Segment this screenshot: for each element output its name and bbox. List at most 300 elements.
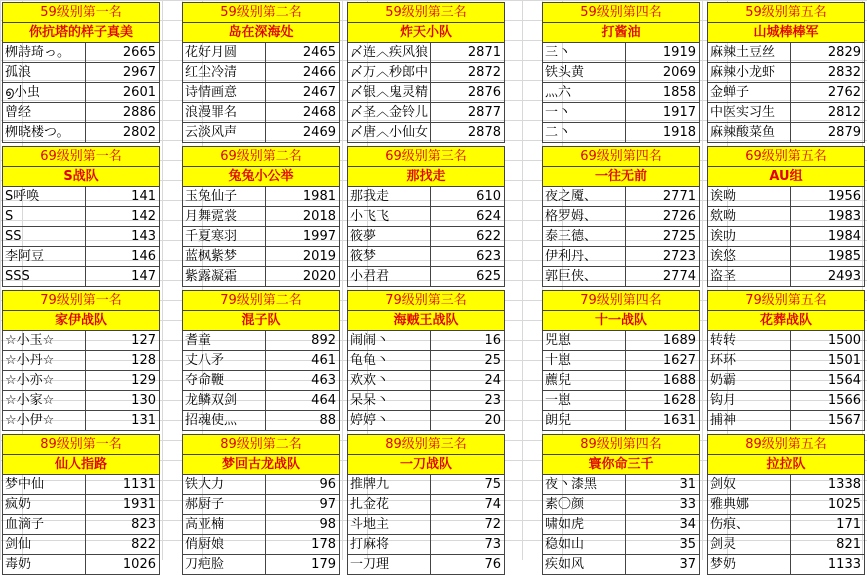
player-name-cell[interactable]: 雅典娜 [708,495,791,514]
player-name-cell[interactable]: 盗圣 [708,267,791,286]
player-name-cell[interactable]: S [3,207,86,226]
player-name-cell[interactable]: 夜之魇、 [543,187,626,206]
level-rank-header[interactable]: 59级别第五名 [707,2,865,22]
player-name-cell[interactable]: 格罗姆、 [543,207,626,226]
player-row [707,371,865,391]
gridline [522,0,523,560]
player-row [182,207,340,227]
player-name-cell[interactable]: 闹闹丶 [348,331,431,350]
player-row [542,475,700,495]
player-row [2,331,160,351]
player-name-cell[interactable]: 曾经 [3,103,86,122]
player-score-cell[interactable]: 35 [679,537,696,552]
player-name-cell[interactable]: 郝厨子 [183,495,266,514]
level-rank-header[interactable]: 89级别第一名 [2,434,160,454]
player-name-cell[interactable]: ☆小伊☆ [3,411,86,430]
player-name-cell[interactable]: ൭小虫 [3,83,86,102]
player-row [182,227,340,247]
player-score-cell[interactable]: 2771 [662,189,696,204]
player-name-cell[interactable]: 栁晓楼つ。 [3,123,86,142]
player-score-cell[interactable]: 141 [131,189,156,204]
player-name-cell[interactable]: 麻辣土豆丝 [708,43,791,62]
player-row [542,535,700,555]
player-name-cell[interactable]: 伤痕、 [708,515,791,534]
level-rank-header[interactable]: 69级别第五名 [707,146,865,166]
player-name-cell[interactable]: 婷婷丶 [348,411,431,430]
player-name-cell[interactable]: 啸如虎 [543,515,626,534]
player-score-cell[interactable]: 1026 [122,557,156,572]
level-rank-header[interactable]: 89级别第三名 [347,434,505,454]
player-score-cell[interactable]: 127 [131,333,156,348]
player-score-cell[interactable]: 2019 [302,249,336,264]
player-name-cell[interactable]: 〆唐︿小仙女 [348,123,431,142]
player-row [2,475,160,495]
player-score-cell[interactable]: 2665 [122,45,156,60]
player-name-cell[interactable]: SSS [3,267,86,286]
player-score-cell[interactable]: 1984 [827,229,861,244]
player-row [347,475,505,495]
player-score-cell[interactable]: 2802 [122,125,156,140]
player-name-cell[interactable]: 月舞霓裳 [183,207,266,226]
player-name-cell[interactable]: 〆银︿鬼灵精 [348,83,431,102]
player-row [347,187,505,207]
player-score-cell[interactable]: 179 [311,557,336,572]
player-score-cell[interactable]: 1631 [662,413,696,428]
player-name-cell[interactable]: 剑仙 [3,535,86,554]
level-rank-header[interactable]: 89级别第四名 [542,434,700,454]
player-name-cell[interactable]: 二丶 [543,123,626,142]
player-name-cell[interactable]: 转转 [708,331,791,350]
player-name-cell[interactable]: 诶叻 [708,227,791,246]
player-name-cell[interactable]: 蓝枫紫梦 [183,247,266,266]
player-name-cell[interactable]: 招魂使灬 [183,411,266,430]
team-name-header[interactable]: 仙人指路 [2,454,160,475]
team-name-header[interactable]: 梦回古龙战队 [182,454,340,475]
player-name-cell[interactable]: 孤浪 [3,63,86,82]
player-score-cell[interactable]: 1918 [662,125,696,140]
level-rank-header[interactable]: 69级别第二名 [182,146,340,166]
player-score-cell[interactable]: 2468 [302,105,336,120]
player-name-cell[interactable]: 中医实习生 [708,103,791,122]
player-name-cell[interactable]: 剑奴 [708,475,791,494]
player-score-cell[interactable]: 2466 [302,65,336,80]
player-name-cell[interactable]: 俏厨娘 [183,535,266,554]
player-score-cell[interactable]: 16 [484,333,501,348]
player-score-cell[interactable]: 76 [484,557,501,572]
player-name-cell[interactable]: 兕崽 [543,331,626,350]
level-rank-header[interactable]: 79级别第四名 [542,290,700,310]
player-name-cell[interactable]: 疯奶 [3,495,86,514]
team-name-header[interactable]: 岛在深海处 [182,22,340,43]
player-row [542,43,700,63]
player-name-cell[interactable]: 紫露凝霜 [183,267,266,286]
team-name-header[interactable]: 海贼王战队 [347,310,505,331]
player-row [707,495,865,515]
player-name-cell[interactable]: 金蝉子 [708,83,791,102]
player-name-cell[interactable]: 李阿豆 [3,247,86,266]
player-score-cell[interactable]: 129 [131,373,156,388]
player-name-cell[interactable]: 一丶 [543,103,626,122]
player-score-cell[interactable]: 24 [484,373,501,388]
player-row [2,495,160,515]
player-row [182,535,340,555]
player-score-cell[interactable]: 1338 [827,477,861,492]
player-name-cell[interactable]: 栁詩琦っ。 [3,43,86,62]
player-row [347,63,505,83]
player-row [542,371,700,391]
player-row [347,555,505,575]
player-row [2,411,160,431]
player-name-cell[interactable]: 环环 [708,351,791,370]
player-name-cell[interactable]: 欸呦 [708,207,791,226]
team-name-header[interactable]: 寰你命三千 [542,454,700,475]
player-row [2,63,160,83]
player-name-cell[interactable]: 钩月 [708,391,791,410]
gridline [342,0,343,560]
player-name-cell[interactable]: 夺命鞭 [183,371,266,390]
player-score-cell[interactable]: 2762 [827,85,861,100]
player-name-cell[interactable]: 打麻将 [348,535,431,554]
team-block [542,434,700,575]
player-name-cell[interactable]: 疾如风 [543,555,626,574]
player-score-cell[interactable]: 2467 [302,85,336,100]
player-name-cell[interactable]: 奶霸 [708,371,791,390]
player-score-cell[interactable]: 1688 [662,373,696,388]
team-name-header[interactable]: 十一战队 [542,310,700,331]
player-score-cell[interactable]: 2871 [467,45,501,60]
player-score-cell[interactable]: 1131 [122,477,156,492]
player-score-cell[interactable]: 2725 [662,229,696,244]
player-score-cell[interactable]: 1567 [827,413,861,428]
player-name-cell[interactable]: 诶呦 [708,187,791,206]
team-name-header[interactable]: 那找走 [347,166,505,187]
player-name-cell[interactable]: 那我走 [348,187,431,206]
player-row [542,207,700,227]
level-rank-header[interactable]: 79级别第二名 [182,290,340,310]
player-name-cell[interactable]: 铁大力 [183,475,266,494]
player-name-cell[interactable]: ☆小亦☆ [3,371,86,390]
player-name-cell[interactable]: 龙鳞双剑 [183,391,266,410]
player-score-cell[interactable]: 147 [131,269,156,284]
player-name-cell[interactable]: 丈八矛 [183,351,266,370]
player-row [347,371,505,391]
player-score-cell[interactable]: 142 [131,209,156,224]
player-row [347,331,505,351]
player-name-cell[interactable]: 诗情画意 [183,83,266,102]
player-row [182,515,340,535]
player-score-cell[interactable]: 823 [131,517,156,532]
player-score-cell[interactable]: 1133 [827,557,861,572]
player-score-cell[interactable]: 146 [131,249,156,264]
player-score-cell[interactable]: 1627 [662,353,696,368]
player-name-cell[interactable]: 一崽 [543,391,626,410]
player-row [542,391,700,411]
player-score-cell[interactable]: 892 [311,333,336,348]
player-row [182,495,340,515]
player-row [542,267,700,287]
level-rank-header[interactable]: 59级别第一名 [2,2,160,22]
player-name-cell[interactable]: 欢欢丶 [348,371,431,390]
player-score-cell[interactable]: 2601 [122,85,156,100]
player-row [542,555,700,575]
player-score-cell[interactable]: 2465 [302,45,336,60]
player-row [707,391,865,411]
player-name-cell[interactable]: 素〇颜 [543,495,626,514]
player-score-cell[interactable]: 97 [319,497,336,512]
player-name-cell[interactable]: 稳如山 [543,535,626,554]
player-score-cell[interactable]: 1628 [662,393,696,408]
level-rank-header[interactable]: 69级别第一名 [2,146,160,166]
player-name-cell[interactable]: 一刀理 [348,555,431,574]
player-row [707,43,865,63]
player-score-cell[interactable]: 178 [311,537,336,552]
team-name-header[interactable]: 一往无前 [542,166,700,187]
player-name-cell[interactable]: 花好月圆 [183,43,266,62]
player-name-cell[interactable]: 刀疤脸 [183,555,266,574]
player-name-cell[interactable]: 泰三德、 [543,227,626,246]
level-rank-header[interactable]: 69级别第三名 [347,146,505,166]
player-name-cell[interactable]: 伊利丹、 [543,247,626,266]
player-row [182,371,340,391]
team-block [542,146,700,287]
level-rank-header[interactable]: 59级别第二名 [182,2,340,22]
player-score-cell[interactable]: 37 [679,557,696,572]
player-score-cell[interactable]: 464 [311,393,336,408]
player-score-cell[interactable]: 2877 [467,105,501,120]
player-score-cell[interactable]: 20 [484,413,501,428]
player-score-cell[interactable]: 2469 [302,125,336,140]
team-name-header[interactable]: 一刀战队 [347,454,505,475]
player-name-cell[interactable]: ☆小丹☆ [3,351,86,370]
player-score-cell[interactable]: 610 [476,189,501,204]
player-score-cell[interactable]: 130 [131,393,156,408]
player-score-cell[interactable]: 1985 [827,249,861,264]
player-name-cell[interactable]: 朗兒 [543,411,626,430]
player-score-cell[interactable]: 1501 [827,353,861,368]
player-row [2,515,160,535]
player-name-cell[interactable]: 斗地主 [348,515,431,534]
team-name-header[interactable]: 炸天小队 [347,22,505,43]
player-name-cell[interactable]: S呼唤 [3,187,86,206]
player-name-cell[interactable]: 夜丶漆黑 [543,475,626,494]
level-rank-header[interactable]: 79级别第五名 [707,290,865,310]
level-rank-header[interactable]: 89级别第二名 [182,434,340,454]
team-name-header[interactable]: AU组 [707,166,865,187]
player-row [347,267,505,287]
player-name-cell[interactable]: 血滴子 [3,515,86,534]
player-score-cell[interactable]: 2832 [827,65,861,80]
player-name-cell[interactable]: ☆小家☆ [3,391,86,410]
player-name-cell[interactable]: 玉兔仙子 [183,187,266,206]
player-name-cell[interactable]: 麻辣酸菜鱼 [708,123,791,142]
player-score-cell[interactable]: 2886 [122,105,156,120]
player-score-cell[interactable]: 623 [476,249,501,264]
team-name-header[interactable]: 家伊战队 [2,310,160,331]
level-rank-header[interactable]: 59级别第三名 [347,2,505,22]
player-name-cell[interactable]: 〆万︿秒郎中 [348,63,431,82]
player-row [182,331,340,351]
player-score-cell[interactable]: 2018 [302,209,336,224]
player-row [707,227,865,247]
player-score-cell[interactable]: 2723 [662,249,696,264]
player-score-cell[interactable]: 2967 [122,65,156,80]
player-score-cell[interactable]: 1931 [122,497,156,512]
player-score-cell[interactable]: 25 [484,353,501,368]
player-score-cell[interactable]: 2774 [662,269,696,284]
team-block [707,146,865,287]
player-row [2,83,160,103]
player-row [707,267,865,287]
player-score-cell[interactable]: 131 [131,413,156,428]
player-score-cell[interactable]: 1956 [827,189,861,204]
player-row [542,63,700,83]
player-name-cell[interactable]: 麻辣小龙虾 [708,63,791,82]
player-score-cell[interactable]: 31 [679,477,696,492]
player-name-cell[interactable]: 扎金花 [348,495,431,514]
team-block [542,2,700,143]
player-name-cell[interactable]: 剑灵 [708,535,791,554]
player-score-cell[interactable]: 1983 [827,209,861,224]
player-score-cell[interactable]: 2829 [827,45,861,60]
player-row [2,103,160,123]
player-name-cell[interactable]: 浪漫罪名 [183,103,266,122]
player-row [182,43,340,63]
player-score-cell[interactable]: 128 [131,353,156,368]
player-row [542,123,700,143]
player-name-cell[interactable]: 〆连︿疾风狼 [348,43,431,62]
player-score-cell[interactable]: 98 [319,517,336,532]
player-score-cell[interactable]: 2069 [662,65,696,80]
player-name-cell[interactable]: 三丶 [543,43,626,62]
team-name-header[interactable]: 拉拉队 [707,454,865,475]
player-name-cell[interactable]: 红尘冷清 [183,63,266,82]
level-rank-header[interactable]: 79级别第一名 [2,290,160,310]
player-score-cell[interactable]: 624 [476,209,501,224]
player-name-cell[interactable]: 呆呆丶 [348,391,431,410]
player-score-cell[interactable]: 1566 [827,393,861,408]
team-name-header[interactable]: S战队 [2,166,160,187]
player-name-cell[interactable]: 筱夢 [348,227,431,246]
team-name-header[interactable]: 你抗塔的样子真美 [2,22,160,43]
player-name-cell[interactable]: 〆圣︿金铃儿 [348,103,431,122]
player-name-cell[interactable]: 筱梦 [348,247,431,266]
player-score-cell[interactable]: 625 [476,269,501,284]
player-score-cell[interactable]: 821 [836,537,861,552]
level-rank-header[interactable]: 59级别第四名 [542,2,700,22]
player-row [707,351,865,371]
player-name-cell[interactable]: 小君君 [348,267,431,286]
player-name-cell[interactable]: 云淡风声 [183,123,266,142]
player-score-cell[interactable]: 1919 [662,45,696,60]
player-row [182,63,340,83]
player-score-cell[interactable]: 1858 [662,85,696,100]
player-score-cell[interactable]: 622 [476,229,501,244]
player-row [707,411,865,431]
player-row [182,411,340,431]
player-row [182,555,340,575]
level-rank-header[interactable]: 89级别第五名 [707,434,865,454]
player-score-cell[interactable]: 2493 [827,269,861,284]
player-name-cell[interactable]: 小飞飞 [348,207,431,226]
player-score-cell[interactable]: 822 [131,537,156,552]
player-score-cell[interactable]: 2878 [467,125,501,140]
player-name-cell[interactable]: 铁头黄 [543,63,626,82]
player-score-cell[interactable]: 96 [319,477,336,492]
player-name-cell[interactable]: 捕神 [708,411,791,430]
player-row [542,515,700,535]
player-score-cell[interactable]: 2876 [467,85,501,100]
player-score-cell[interactable]: 2726 [662,209,696,224]
player-score-cell[interactable]: 143 [131,229,156,244]
team-name-header[interactable]: 兔兔小公举 [182,166,340,187]
player-score-cell[interactable]: 463 [311,373,336,388]
player-row [542,187,700,207]
player-row [2,123,160,143]
player-score-cell[interactable]: 1564 [827,373,861,388]
player-score-cell[interactable]: 33 [679,497,696,512]
player-score-cell[interactable]: 2872 [467,65,501,80]
player-score-cell[interactable]: 1689 [662,333,696,348]
player-score-cell[interactable]: 1917 [662,105,696,120]
player-name-cell[interactable]: 耆童 [183,331,266,350]
player-name-cell[interactable]: ☆小玉☆ [3,331,86,350]
player-score-cell[interactable]: 1997 [302,229,336,244]
player-score-cell[interactable]: 88 [319,413,336,428]
player-name-cell[interactable]: SS [3,227,86,246]
team-name-header[interactable]: 山城棒棒军 [707,22,865,43]
player-name-cell[interactable]: 龟龟丶 [348,351,431,370]
player-score-cell[interactable]: 1981 [302,189,336,204]
player-row [707,83,865,103]
player-score-cell[interactable]: 73 [484,537,501,552]
player-score-cell[interactable]: 2879 [827,125,861,140]
team-name-header[interactable]: 混子队 [182,310,340,331]
player-score-cell[interactable]: 171 [836,517,861,532]
player-name-cell[interactable]: 毒奶 [3,555,86,574]
level-rank-header[interactable]: 79级别第三名 [347,290,505,310]
player-score-cell[interactable]: 1500 [827,333,861,348]
player-name-cell[interactable]: 藨兒 [543,371,626,390]
player-name-cell[interactable]: 梦中仙 [3,475,86,494]
player-score-cell[interactable]: 74 [484,497,501,512]
player-score-cell[interactable]: 461 [311,353,336,368]
player-score-cell[interactable]: 72 [484,517,501,532]
player-name-cell[interactable]: 推牌九 [348,475,431,494]
level-rank-header[interactable]: 69级别第四名 [542,146,700,166]
player-score-cell[interactable]: 2020 [302,269,336,284]
player-row [2,187,160,207]
player-name-cell[interactable]: 千夏寒羽 [183,227,266,246]
player-score-cell[interactable]: 75 [484,477,501,492]
team-name-header[interactable]: 花葬战队 [707,310,865,331]
player-name-cell[interactable]: 高亚楠 [183,515,266,534]
player-score-cell[interactable]: 34 [679,517,696,532]
player-row [347,391,505,411]
player-name-cell[interactable]: 梦奶 [708,555,791,574]
player-score-cell[interactable]: 23 [484,393,501,408]
player-name-cell[interactable]: 十崽 [543,351,626,370]
player-name-cell[interactable]: 灬六 [543,83,626,102]
team-name-header[interactable]: 打酱油 [542,22,700,43]
player-score-cell[interactable]: 1025 [827,497,861,512]
player-row [542,331,700,351]
player-row [2,247,160,267]
player-row [347,411,505,431]
player-name-cell[interactable]: 诶悠 [708,247,791,266]
player-name-cell[interactable]: 郭巨侠、 [543,267,626,286]
player-score-cell[interactable]: 2812 [827,105,861,120]
player-row [182,391,340,411]
